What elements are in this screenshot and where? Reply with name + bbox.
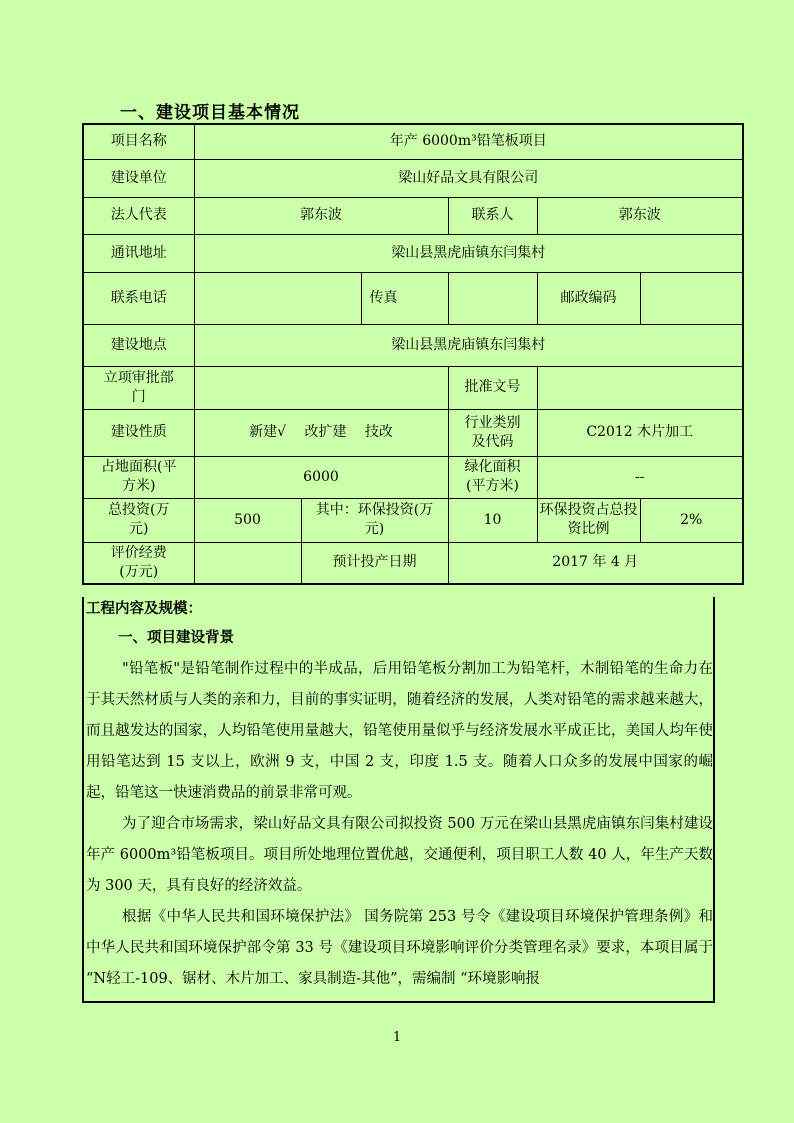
postcode-value bbox=[640, 272, 743, 324]
contact-label: 联系人 bbox=[448, 197, 537, 234]
nature-label: 建设性质 bbox=[83, 409, 194, 456]
content-paragraph-3: 根据《中华人民共和国环境保护法》 国务院第 253 号令《建设项目环境保护管理条例》和中华人民共和国环境保护部令第 33 号《建设项目环境影响评价分类管理名录》要求，本项目属于 “N轻工-109、锯材、木片加工、家具制造-其他”，需编制 “环境影响报 bbox=[86, 909, 713, 987]
approval-dept-label: 立项审批部门 bbox=[83, 366, 194, 409]
industry-label: 行业类别及代码 bbox=[448, 409, 537, 456]
project-name-label: 项目名称 bbox=[83, 124, 194, 159]
nature-value: 新建√ 改扩建 技改 bbox=[194, 409, 448, 456]
env-ratio-label: 环保投资占总投资比例 bbox=[537, 498, 640, 542]
legal-rep-value: 郭东波 bbox=[194, 197, 448, 234]
contact-value: 郭东波 bbox=[537, 197, 743, 234]
address-label: 通讯地址 bbox=[83, 234, 194, 272]
content-paragraph-1: "铅笔板"是铅笔制作过程中的半成品，后用铅笔板分割加工为铅笔杆，木制铅笔的生命力在于其天然材质与人类的亲和力，目前的事实证明，随着经济的发展，人类对铅笔的需求越来越大，而且越发达的国家，人均铅笔使用量越大，铅笔使用量似乎与经济发展水平成正比，美国人均年使用铅笔达到 15 支以上，欧洲 9 支，中国 2 支，印度 1.5 支。随着人口众多的发展中国家的崛起，铅笔这一快速消费品的前景非常可观。 bbox=[86, 661, 713, 801]
fax-label: 传真 bbox=[361, 272, 448, 324]
section-title: 一、建设项目基本情况 bbox=[120, 103, 300, 123]
green-value: -- bbox=[537, 456, 743, 498]
site-label: 建设地点 bbox=[83, 324, 194, 366]
invest-label: 总投资(万元) bbox=[83, 498, 194, 542]
page-number: 1 bbox=[392, 1030, 402, 1045]
env-ratio-value: 2% bbox=[640, 498, 743, 542]
prod-date-label: 预计投产日期 bbox=[301, 542, 448, 584]
content-paragraph-2: 为了迎合市场需求，梁山好品文具有限公司拟投资 500 万元在梁山县黑虎庙镇东闫集村建设年产 6000m³铅笔板项目。项目所处地理位置优越，交通便利，项目职工人数 40 人，年生产天数为 300 天，具有良好的经济效益。 bbox=[86, 816, 713, 894]
postcode-label: 邮政编码 bbox=[537, 272, 640, 324]
site-value: 梁山县黑虎庙镇东闫集村 bbox=[194, 324, 743, 366]
invest-value: 500 bbox=[194, 498, 301, 542]
fax-value bbox=[448, 272, 537, 324]
green-label: 绿化面积(平方米) bbox=[448, 456, 537, 498]
prod-date-value: 2017 年 4 月 bbox=[448, 542, 743, 584]
area-value: 6000 bbox=[194, 456, 448, 498]
env-invest-label: 其中：环保投资(万元) bbox=[301, 498, 448, 542]
legal-rep-label: 法人代表 bbox=[83, 197, 194, 234]
project-name-value: 年产 6000m³铅笔板项目 bbox=[194, 124, 743, 159]
area-label: 占地面积(平方米) bbox=[83, 456, 194, 498]
address-value: 梁山县黑虎庙镇东闫集村 bbox=[194, 234, 743, 272]
project-content-section bbox=[82, 597, 715, 1003]
content-heading: 工程内容及规模： bbox=[86, 600, 202, 617]
phone-value bbox=[194, 272, 361, 324]
env-invest-value: 10 bbox=[448, 498, 537, 542]
content-subheading: 一、项目建设背景 bbox=[118, 629, 234, 646]
approval-no-label: 批准文号 bbox=[448, 366, 537, 409]
approval-dept-value bbox=[194, 366, 448, 409]
eval-fee-label: 评价经费(万元) bbox=[83, 542, 194, 584]
eval-fee-value bbox=[194, 542, 301, 584]
project-info-table bbox=[82, 123, 744, 585]
builder-value: 梁山好品文具有限公司 bbox=[194, 159, 743, 197]
industry-value: C2012 木片加工 bbox=[537, 409, 743, 456]
builder-label: 建设单位 bbox=[83, 159, 194, 197]
phone-label: 联系电话 bbox=[83, 272, 194, 324]
approval-no-value bbox=[537, 366, 743, 409]
